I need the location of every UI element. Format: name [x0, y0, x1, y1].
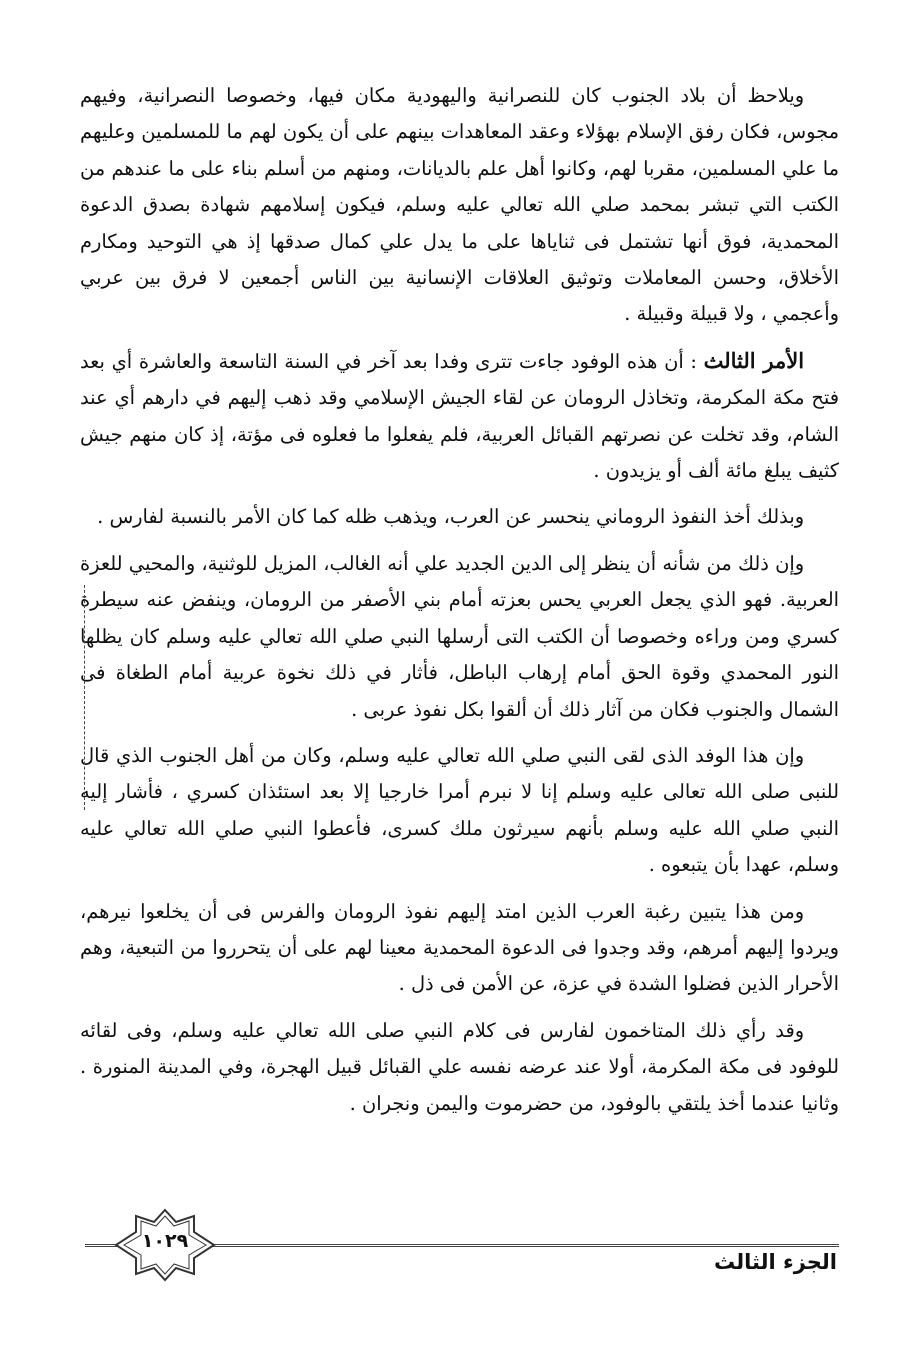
paragraph-text: وإن هذا الوفد الذى لقى النبي صلي الله تعالي عليه وسلم، وكان من أهل الجنوب الذي قال للنبى صلى الله تعالى عليه وسلم إنا لا نبرم أمرا خارجيا إلا بعد استئذان كسري ، فأشار إليه النبي صلي الله عليه وسلم بأنهم سيرثون ملك كسرى، فأعطوا النبي صلي الله تعالي عليه وسلم، عهدا بأن يتبعوه .: [80, 743, 839, 877]
paragraph-2: [80, 343, 839, 490]
page-number: ١٠٢٩: [141, 1230, 189, 1252]
paragraph-7: [80, 1013, 839, 1122]
paragraph-text: ومن هذا يتبين رغبة العرب الذين امتد إليهم نفوذ الرومان والفرس فى أن يخلعوا نيرهم، ويردوا إليهم أمرهم، وقد وجدوا فى الدعوة المحمدية معينا لهم على أن يتحرروا من التبعية، وهم الأحرار الذين فضلوا الشدة في عزة، عن الأمن فى ذل .: [80, 899, 839, 996]
margin-bracket-mark: [84, 585, 97, 810]
footer-rule: [205, 1244, 839, 1247]
paragraph-1: [80, 78, 839, 333]
paragraph-text: وقد رأي ذلك المتاخمون لفارس فى كلام النبي صلى الله تعالي عليه وسلم، وفى لقائه للوفود فى مكة المكرمة، أولا عند عرضه نفسه علي القبائل قبيل الهجرة، وفي المدينة المنورة . وثانيا عندما أخذ يلتقي بالوفود، من حضرموت واليمن ونجران .: [80, 1018, 839, 1115]
page-footer: [0, 1208, 917, 1318]
paragraph-lead-heading: الأمر الثالث: [703, 347, 805, 373]
page-body: [80, 78, 839, 1208]
paragraph-text: ويلاحظ أن بلاد الجنوب كان للنصرانية واليهودية مكان فيها، وخصوصا النصرانية، وفيهم مجوس، فكان رفق الإسلام بهؤلاء وعقد المعاهدات بينهم على أن يكون لهم ما للمسلمين وعليهم ما علي المسلمين، مقربا لهم، وكانوا أهل علم بالديانات، ومنهم من أسلم بناء على ما عندهم من الكتب التي تبشر بمحمد صلي الله تعالي عليه وسلم، فيكون إسلامهم شهادة بصدق الدعوة المحمدية، فوق أنها تشتمل فى ثناياها على ما يدل علي كمال صدقها إذ هي التوحيد ومكارم الأخلاق، وحسن المعاملات وتوثيق العلاقات الإنسانية بين الناس أجمعين لا فرق بين عربي وأعجمي ، ولا قبيلة وقبيلة .: [80, 84, 839, 326]
paragraph-6: [80, 894, 839, 1003]
part-label: الجزء الثالث: [714, 1250, 837, 1274]
paragraph-text: وبذلك أخذ النفوذ الروماني ينحسر عن العرب، ويذهب ظله كما كان الأمر بالنسبة لفارس .: [97, 505, 805, 529]
paragraph-4: [80, 546, 839, 728]
paragraph-3: [80, 499, 839, 535]
paragraph-text: : أن هذه الوفود جاءت تترى وفدا بعد آخر في السنة التاسعة والعاشرة أي بعد فتح مكة المكرمة، وتخاذل الرومان عن لقاء الجيش الإسلامي وقد ذهب إليهم في دارهم أي عند الشام، وقد تخلت عن نصرتهم القبائل العربية، فلم يفعلوا ما فعلوه فى مؤتة، إذ كان منهم جيش كثيف يبلغ مائة ألف أو يزيدون .: [80, 349, 839, 483]
paragraph-5: [80, 738, 839, 884]
page-number-badge: [110, 1208, 220, 1282]
paragraph-text: وإن ذلك من شأنه أن ينظر إلى الدين الجديد علي أنه الغالب، المزيل للوثنية، والمحيي للعزة العربية. فهو الذي يجعل العربي يحس بعزته أمام بني الأصفر من الرومان، وينفض عنه سيطرة كسري ومن وراءه وخصوصا أن الكتب التى أرسلها النبي صلي الله تعالي عليه وسلم كان يظلها النور المحمدي وقوة الحق أمام إرهاب الباطل، فأثار في ذلك نخوة عربية أمام الطغاة فى الشمال والجنوب فكان من آثار ذلك أن ألقوا بكل نفوذ عربى .: [80, 551, 839, 721]
